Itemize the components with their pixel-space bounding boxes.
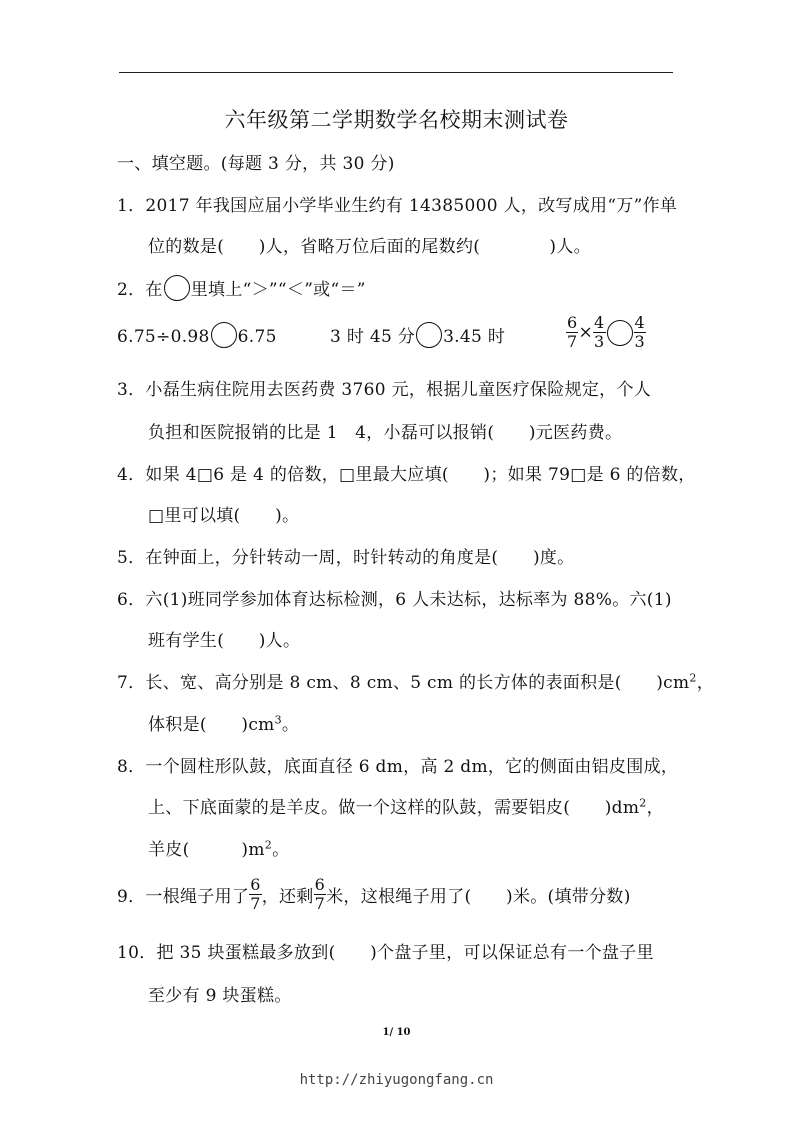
punctuation: ， xyxy=(696,673,715,693)
question-7-text: 7．长、宽、高分别是 8 cm、8 cm、5 cm 的长方体的表面积是( )cm xyxy=(117,673,690,693)
question-9-text: 米，这根绳子用了( )米。(填带分数) xyxy=(326,887,631,907)
fraction-numerator: 6 xyxy=(314,875,326,894)
compare-circle-icon xyxy=(607,320,633,346)
fraction xyxy=(566,314,578,351)
fraction-numerator: 6 xyxy=(250,875,261,894)
question-2-line-1 xyxy=(117,275,366,301)
question-9-text: 9．一根绳子用了 xyxy=(117,887,250,907)
question-3-line-1: 3．小磊生病住院用去医药费 3760 元，根据儿童医疗保险规定，个人 xyxy=(117,380,652,400)
fraction-denominator: 3 xyxy=(594,332,605,351)
punctuation: ， xyxy=(646,798,664,818)
fraction-numerator: 4 xyxy=(634,313,645,332)
compare-item-3 xyxy=(566,314,646,351)
compare-2-right: 3.45 时 xyxy=(443,327,506,347)
question-3-line-2: 负担和医院报销的比是 1 4，小磊可以报销( )元医药费。 xyxy=(148,423,623,443)
exponent: 2 xyxy=(639,796,647,810)
compare-circle-icon xyxy=(416,322,442,348)
footer-url[interactable]: http://zhiyugongfang.cn xyxy=(299,1072,494,1088)
question-5-line-1: 5．在钟面上，分针转动一周，时针转动的角度是( )度。 xyxy=(117,548,575,568)
fraction xyxy=(593,314,605,351)
question-7-line-2 xyxy=(148,710,299,735)
compare-2-left: 3 时 45 分 xyxy=(330,327,416,347)
exponent: 2 xyxy=(689,671,697,685)
question-7-line-1 xyxy=(117,668,714,693)
question-2-prefix: 2．在 xyxy=(117,280,163,300)
question-4-line-1: 4．如果 4□6 是 4 的倍数，□里最大应填( )；如果 79□是 6 的倍数， xyxy=(117,465,696,485)
section-heading: 一、填空题。(每题 3 分，共 30 分) xyxy=(117,154,395,174)
fraction xyxy=(249,876,261,913)
fraction-numerator: 4 xyxy=(594,313,605,332)
fraction-denominator: 7 xyxy=(567,332,578,351)
times-sign: × xyxy=(578,322,594,343)
question-9-text: ，还剩 xyxy=(261,887,314,907)
compare-1-right: 6.75 xyxy=(237,327,277,347)
fraction-denominator: 3 xyxy=(634,332,645,351)
question-1-line-2: 位的数是( )人，省略万位后面的尾数约( )人。 xyxy=(148,237,591,257)
fraction xyxy=(634,314,646,351)
question-7-text: 体积是( )cm xyxy=(148,715,275,735)
exponent: 3 xyxy=(274,713,282,727)
question-9-line-1 xyxy=(117,876,631,913)
fraction-denominator: 7 xyxy=(314,894,326,913)
question-8-line-3 xyxy=(148,835,289,860)
exponent: 2 xyxy=(264,838,273,852)
question-8-line-2 xyxy=(148,793,664,818)
question-6-line-2: 班有学生( )人。 xyxy=(148,631,301,651)
header-rule xyxy=(119,72,673,73)
question-6-line-1: 6．六(1)班同学参加体育达标检测，6 人未达标，达标率为 88%。六(1) xyxy=(117,590,672,610)
page-number: 1/ 10 xyxy=(382,1027,411,1038)
question-8-line-1: 8．一个圆柱形队鼓，底面直径 6 dm，高 2 dm，它的侧面由铝皮围成， xyxy=(117,757,679,777)
question-8-text: 上、下底面蒙的是羊皮。做一个这样的队鼓，需要铝皮( )dm xyxy=(148,798,640,818)
fraction xyxy=(314,876,326,913)
compare-circle-icon xyxy=(164,275,190,301)
question-8-text: 羊皮( )m xyxy=(148,840,265,860)
question-10-line-2: 至少有 9 块蛋糕。 xyxy=(148,986,292,1006)
punctuation: 。 xyxy=(272,840,290,860)
fraction-denominator: 7 xyxy=(250,894,261,913)
question-2-suffix: 里填上“＞”“＜”或“＝” xyxy=(190,280,366,300)
exam-title: 六年级第二学期数学名校期末测试卷 xyxy=(224,108,569,132)
compare-item-1 xyxy=(117,322,277,348)
compare-item-2 xyxy=(330,322,505,348)
question-4-line-2: □里可以填( )。 xyxy=(148,506,300,526)
question-10-line-1: 10．把 35 块蛋糕最多放到( )个盘子里，可以保证总有一个盘子里 xyxy=(117,943,654,963)
fraction-numerator: 6 xyxy=(567,313,578,332)
punctuation: 。 xyxy=(281,715,300,735)
compare-1-left: 6.75÷0.98 xyxy=(117,327,210,347)
question-1-line-1: 1．2017 年我国应届小学毕业生约有 14385000 人，改写成用“万”作单 xyxy=(117,196,678,216)
compare-circle-icon xyxy=(211,322,237,348)
